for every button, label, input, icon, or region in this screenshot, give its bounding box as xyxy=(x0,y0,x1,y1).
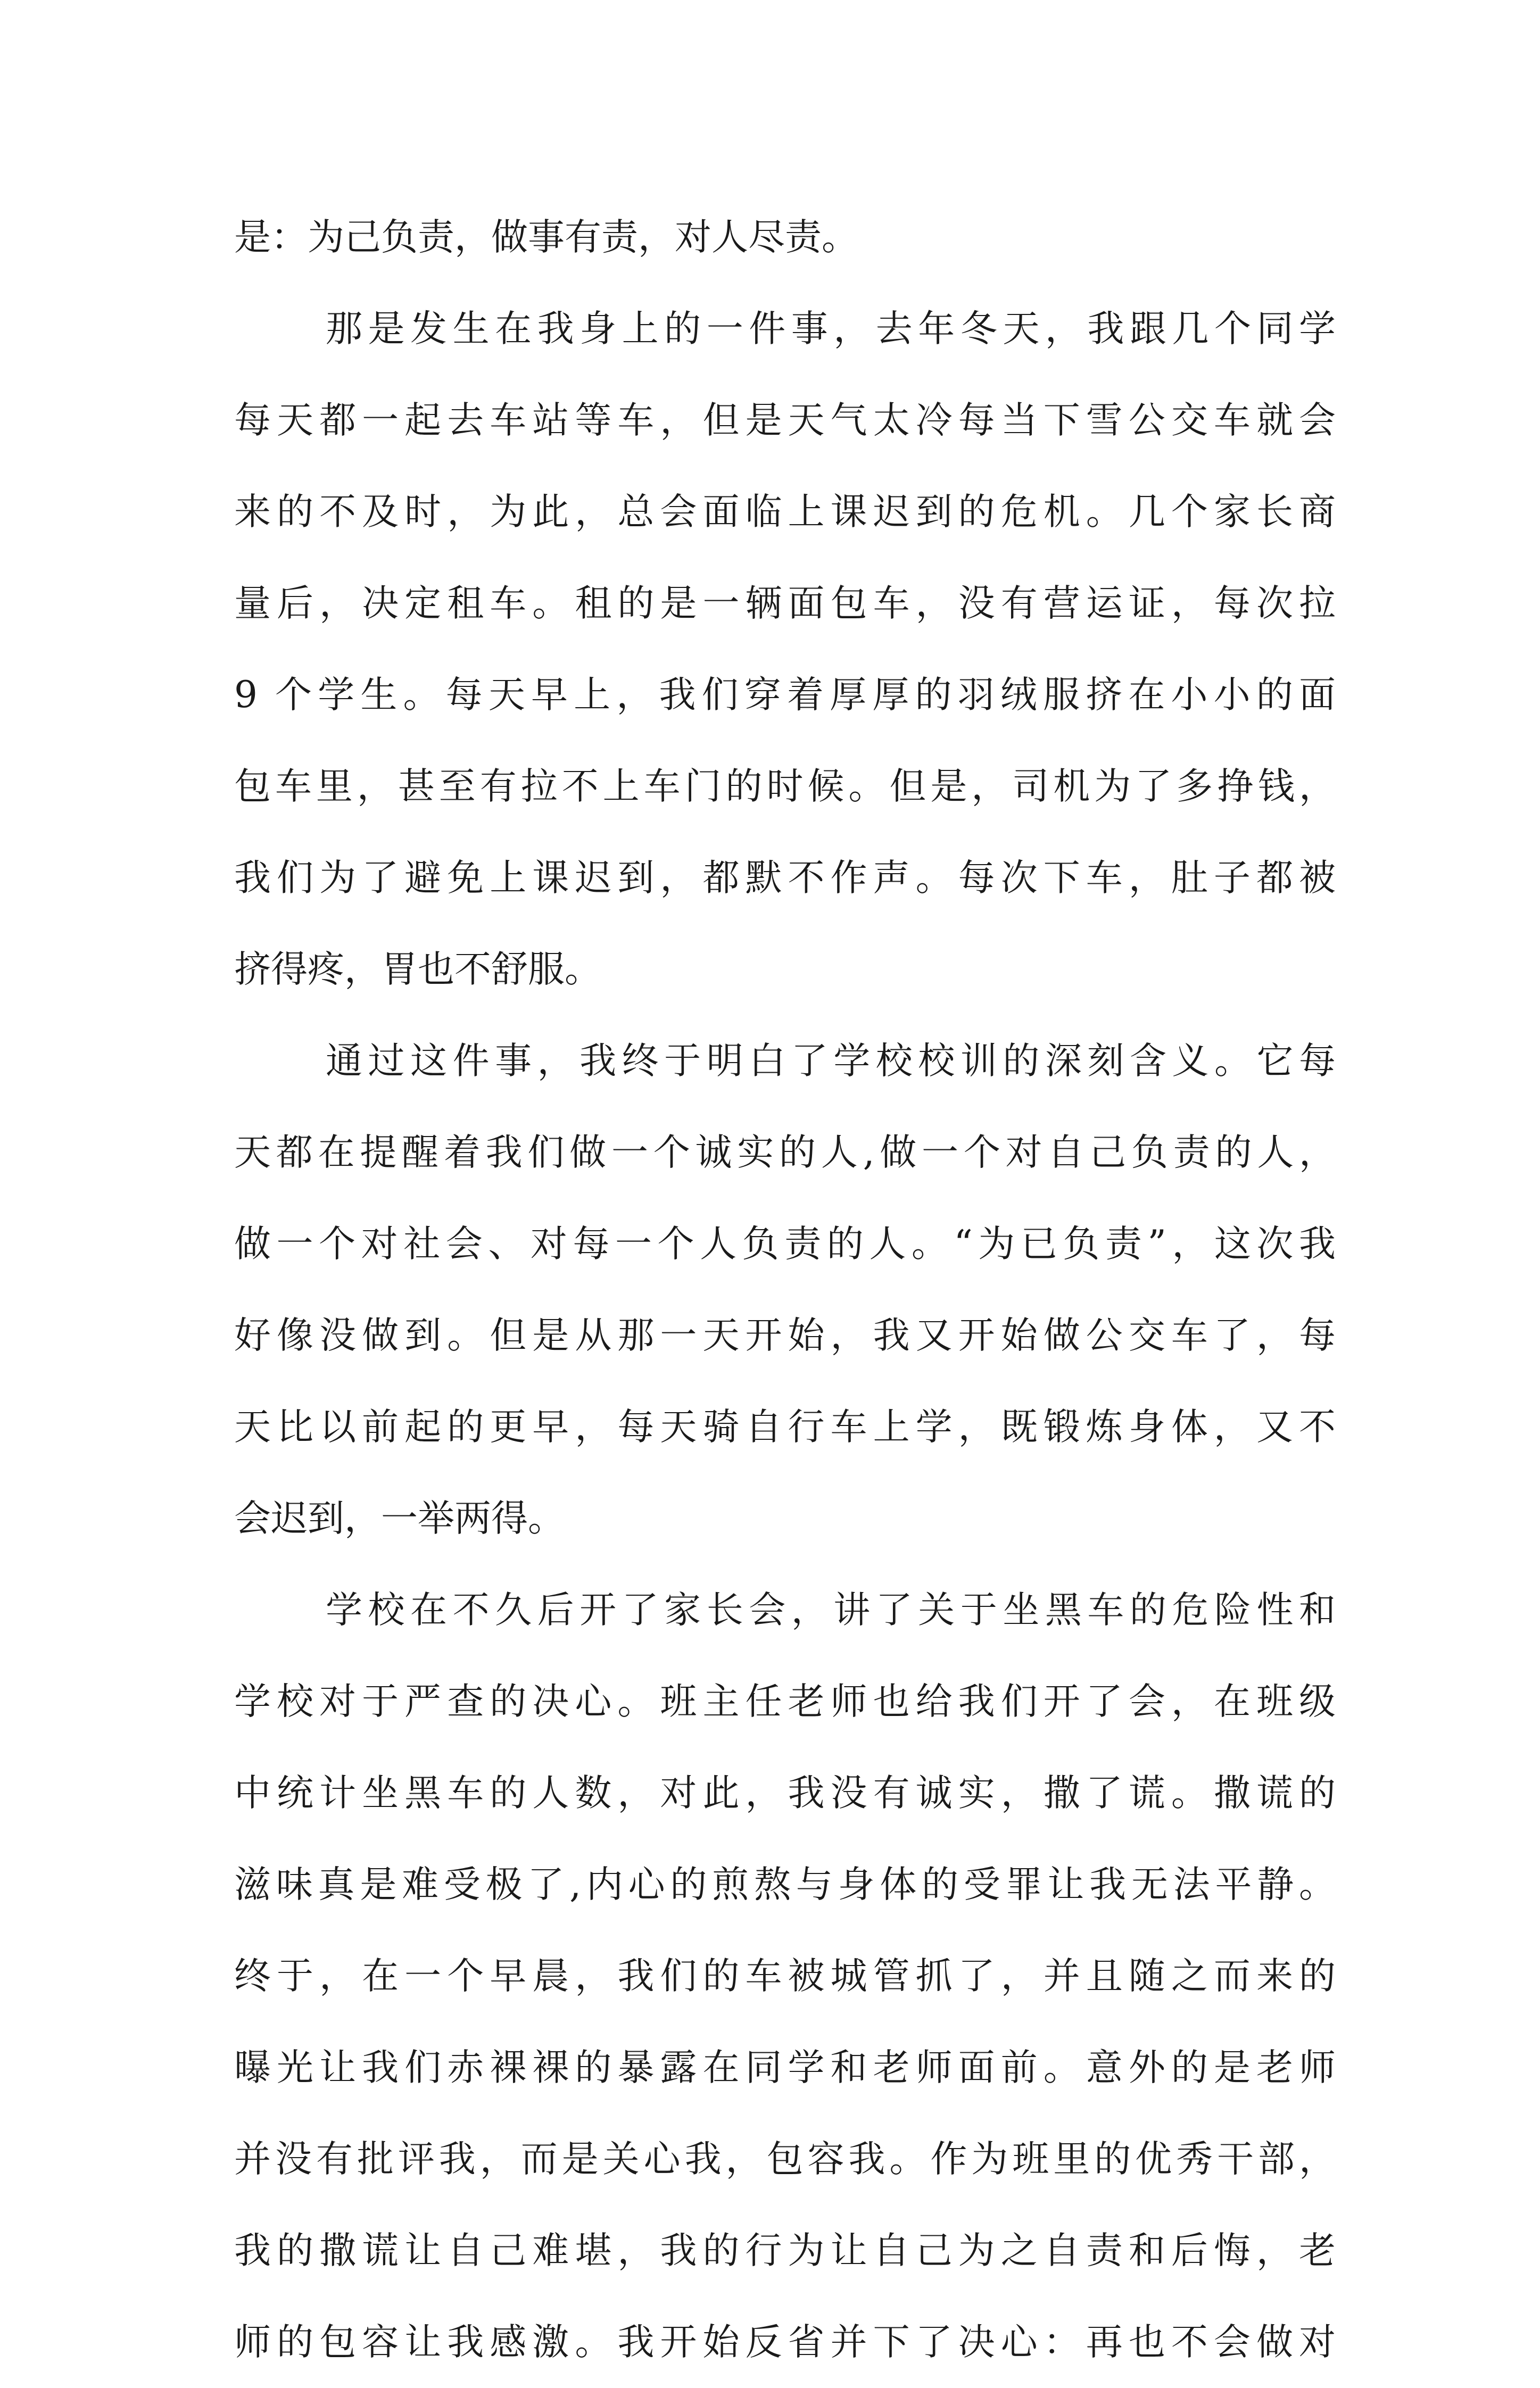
text-line: 来的不及时，为此，总会面临上课迟到的危机。几个家长商 xyxy=(234,491,1336,533)
text-line: 并没有批评我，而是关心我，包容我。作为班里的优秀干部， xyxy=(234,2138,1336,2180)
text-line: 每天都一起去车站等车，但是天气太冷每当下雪公交车就会 xyxy=(234,399,1336,442)
text-line: 通过这件事，我终于明白了学校校训的深刻含义。它每 xyxy=(326,1040,1336,1082)
text-line: 我们为了避免上课迟到，都默不作声。每次下车，肚子都被 xyxy=(234,857,1336,899)
text-line: 天比以前起的更早，每天骑自行车上学，既锻炼身体，又不 xyxy=(234,1406,1336,1448)
text-line: 做一个对社会、对每一个人负责的人。“为已负责”，这次我 xyxy=(234,1223,1336,1265)
text-line: 9 个学生。每天早上，我们穿着厚厚的羽绒服挤在小小的面 xyxy=(234,674,1336,716)
text-line: 是：为己负责，做事有责，对人尽责。 xyxy=(234,216,858,259)
text-line: 曝光让我们赤裸裸的暴露在同学和老师面前。意外的是老师 xyxy=(234,2046,1336,2089)
text-line: 包车里，甚至有拉不上车门的时候。但是，司机为了多挣钱， xyxy=(234,765,1336,808)
text-line: 我的撒谎让自己难堪，我的行为让自己为之自责和后悔，老 xyxy=(234,2229,1336,2272)
text-line: 师的包容让我感激。我开始反省并下了决心：再也不会做对 xyxy=(234,2321,1336,2364)
text-line: 天都在提醒着我们做一个诚实的人,做一个对自己负责的人， xyxy=(234,1131,1336,1174)
body-text xyxy=(234,192,1336,2388)
text-line: 好像没做到。但是从那一天开始，我又开始做公交车了，每 xyxy=(234,1314,1336,1357)
text-line: 学校在不久后开了家长会，讲了关于坐黑车的危险性和 xyxy=(326,1589,1336,1631)
text-line: 那是发生在我身上的一件事，去年冬天，我跟几个同学 xyxy=(326,308,1336,350)
text-line: 量后，决定租车。租的是一辆面包车，没有营运证，每次拉 xyxy=(234,582,1336,625)
text-line: 学校对于严查的决心。班主任老师也给我们开了会，在班级 xyxy=(234,1680,1336,1723)
text-line: 终于，在一个早晨，我们的车被城管抓了，并且随之而来的 xyxy=(234,1955,1336,1997)
text-line: 滋味真是难受极了,内心的煎熬与身体的受罪让我无法平静。 xyxy=(234,1863,1336,1906)
text-line: 会迟到，一举两得。 xyxy=(234,1497,565,1540)
text-line: 挤得疼，胃也不舒服。 xyxy=(234,948,601,991)
text-line: 中统计坐黑车的人数，对此，我没有诚实，撒了谎。撒谎的 xyxy=(234,1772,1336,1814)
